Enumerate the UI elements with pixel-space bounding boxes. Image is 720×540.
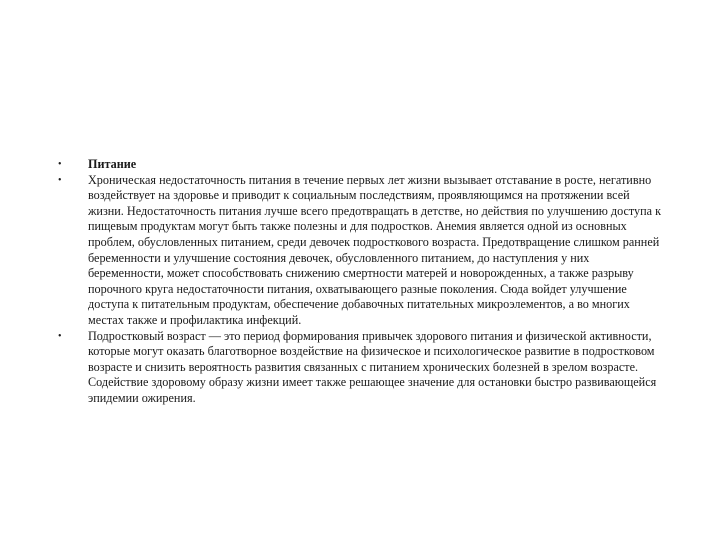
- bullet-item-heading: [58, 157, 664, 173]
- bullet-icon: •: [58, 174, 62, 186]
- section-heading: Питание: [88, 157, 137, 171]
- bullet-icon: •: [58, 159, 62, 170]
- bullet-icon: •: [58, 330, 62, 342]
- paragraph-adolescence: Подростковый возраст — это период формирования привычек здорового питания и физической активности, которые могут оказать благотворное воздействие на физическое и психологическое развитие в подростковом возрасте и снизить вероятность развития связанных с питанием хронических болезней в зрелом возрасте. Содействие здоровому образу жизни имеет также решающее значение для остановки быстро развивающейся эпидемии ожирения.: [88, 328, 657, 405]
- bullet-item-malnutrition: [58, 173, 664, 329]
- paragraph-malnutrition: Хроническая недостаточность питания в течение первых лет жизни вызывает отставание в росте, негативно воздействует на здоровье и приводит к социальным последствиям, проявляющимся на протяжении всей жизни. Недостаточность питания лучше всего предотвращать в детстве, но действия по улучшению доступа к пищевым продуктам могут быть также полезны и для подростков. Анемия является одной из основных проблем, обусловленных питанием, среди девочек подросткового возраста. Предотвращение слишком ранней беременности и улучшение состояния девочек, обусловленного питанием, до наступления у них беременности, может способствовать снижению смертности матерей и новорожденных, а также разрыву порочного круга недостаточности питания, охватывающего разные поколения. Сюда войдет улучшение доступа к питательным продуктам, обеспечение добавочных питательных микроэлементов, а во многих местах также и профилактика инфекций.: [88, 172, 662, 327]
- bullet-item-adolescence: [58, 329, 664, 407]
- bullet-list: [58, 157, 664, 407]
